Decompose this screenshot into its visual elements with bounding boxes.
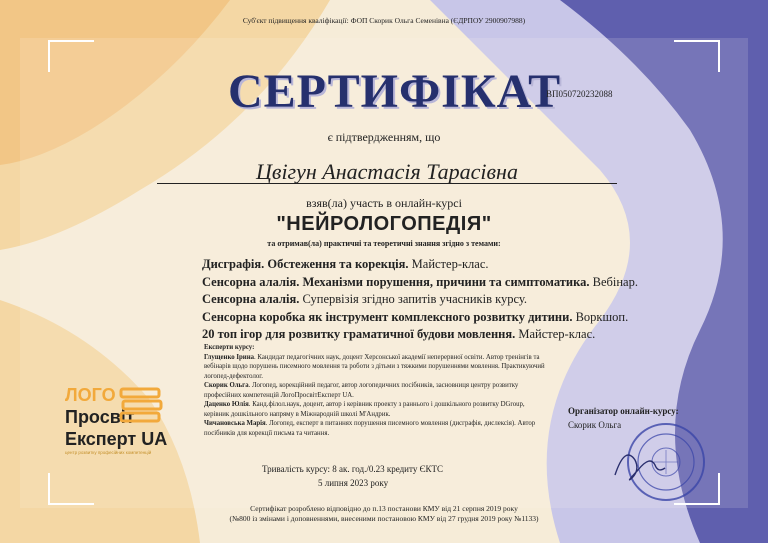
topic-item: Сенсорна коробка як інструмент комплексного розвитку дитини. Воркшоп.: [202, 309, 629, 324]
footer-line-1: Сертифікат розроблено відповідно до п.13 постанови КМУ від 21 серпня 2019 року: [250, 504, 518, 513]
books-icon: [119, 385, 163, 427]
signature-icon: [610, 440, 670, 485]
expert-item: Даценко Юлія. Канд.філол.наук, доцент, автор і керівник проекту з раннього і дошкільного розвитку DGroup, керівник дошкільного напряму в Міжнародній школі М'Андрик.: [204, 401, 525, 418]
certificate-title: СЕРТИФІКАТ: [228, 65, 562, 118]
topic-item: 20 топ ігор для розвитку граматичної будови мовлення. Майстер-клас.: [202, 327, 596, 341]
name-underline: [157, 183, 617, 184]
topic-item: Дисграфія. Обстеження та корекція. Майстер-клас.: [202, 257, 489, 271]
logo-line-2: Просвіт: [65, 407, 135, 427]
logo-tagline: центр розвитку професійних компетенцій: [65, 450, 152, 455]
legal-footer: [0, 504, 768, 524]
footer-line-2: (№800 із змінами і доповненнями, внесеними постановою КМУ від 27 грудня 2019 року №1133): [229, 514, 539, 523]
course-duration: Тривалість курсу: 8 ак. год./0.23 кредиту ЄКТС: [262, 464, 444, 474]
recipient-name: Цвігун Анастасія Тарасівна: [256, 159, 518, 184]
took-part-text: взяв(ла) участь в онлайн-курсі: [306, 196, 462, 210]
topic-item: Сенсорна алалія. Механізми порушення, причини та симптоматика. Вебінар.: [202, 274, 638, 289]
course-name: "НЕЙРОЛОГОПЕДІЯ": [276, 213, 492, 235]
received-text: та отримав(ла) практичні та теоретичні знання згідно з темами:: [267, 239, 501, 248]
organizer-label: Організатор онлайн-курсу:: [568, 406, 679, 416]
organizer-name: Скорик Ольга: [568, 420, 622, 430]
logo-line-3: Експерт UA: [65, 429, 168, 449]
expert-item: Чичановська Марія. Логопед, експерт в питаннях порушення писемного мовлення (дисграфія, дислексія). Автор посібників для корекції письма та читання.: [204, 420, 536, 437]
expert-item: Скорик Ольга. Логопед, корекційний педагог, автор логопедичних посібників, засновниця центру розвитку професійних компетенцій ЛогоПросвітЕксперт UA.: [204, 382, 519, 399]
topic-item: Сенсорна алалія. Супервізія згідно запитів учасників курсу.: [202, 292, 528, 306]
logo-line-1: ЛОГО: [65, 385, 116, 405]
certificate-number: ВП050720232088: [546, 89, 613, 99]
frame-corner-bottom-left: [48, 473, 94, 505]
issue-date: 5 липня 2023 року: [318, 478, 389, 488]
confirm-text: є підтвердженням, що: [327, 130, 441, 144]
frame-corner-top-left: [48, 40, 94, 72]
frame-corner-top-right: [674, 40, 720, 72]
expert-item: Глущенко Ірина. Кандидат педагогічних наук, доцент Херсонської академії неперервної освіти. Автор тренінгів та вебінарів щодо порушень писемного мовлення та роботи з дітьми з тяжкими порушеннями мовлення. Практикуючий логопед-дефектолог.: [204, 353, 545, 380]
logo: [65, 385, 167, 455]
topics-list: [202, 256, 638, 344]
subject-line: Суб'єкт підвищення кваліфікації: ФОП Скорик Ольга Семенівна (ЄДРПОУ 2900907988): [242, 16, 526, 25]
experts-block: [204, 343, 549, 438]
experts-heading: Експерти курсу:: [204, 344, 255, 351]
